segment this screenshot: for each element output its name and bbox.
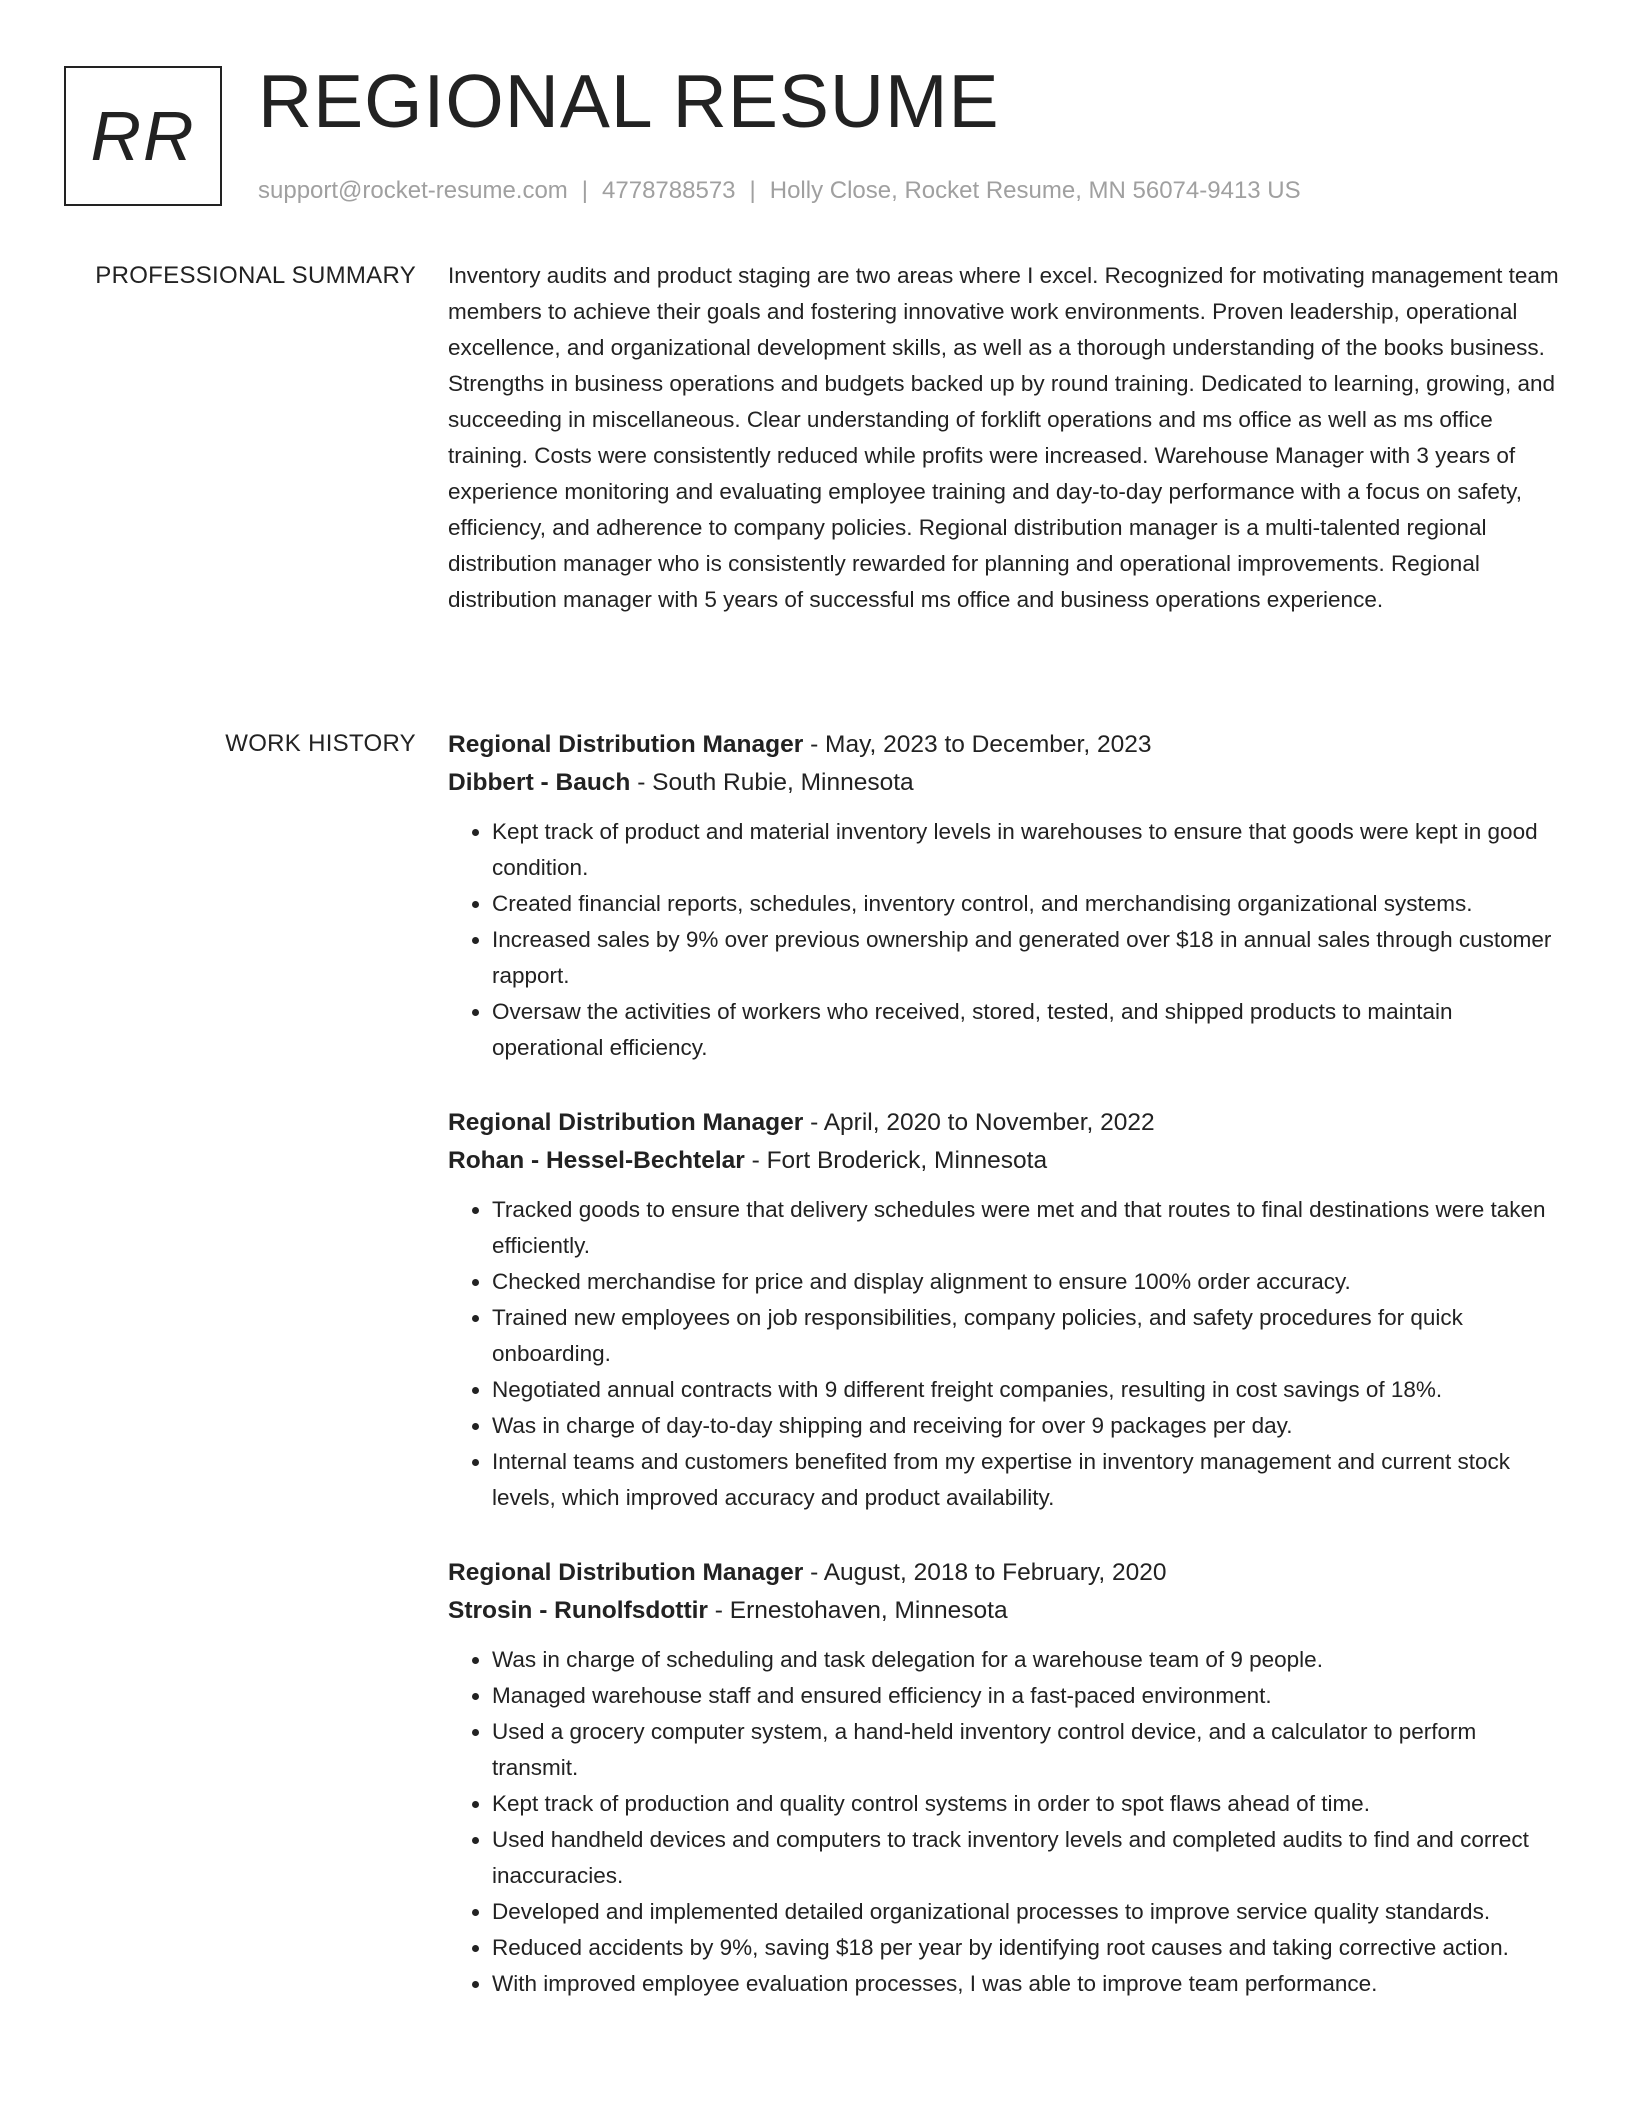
- job-company-line: [448, 764, 1568, 802]
- summary-heading: PROFESSIONAL SUMMARY: [95, 262, 416, 289]
- job-entry: [448, 726, 1568, 1066]
- job-location: - Ernestohaven, Minnesota: [707, 1597, 1008, 1624]
- job-dates: - August, 2018 to February, 2020: [803, 1559, 1167, 1586]
- job-bullet: • With improved employee evaluation processes, I was able to improve team performance.: [492, 1966, 1568, 2002]
- summary-body: [448, 258, 1568, 618]
- job-title-line: [448, 1554, 1568, 1592]
- job-dates: - April, 2020 to November, 2022: [803, 1109, 1155, 1136]
- job-bullet: • Managed warehouse staff and ensured efficiency in a fast-paced environment.: [492, 1678, 1568, 1714]
- job-bullet: • Internal teams and customers benefited from my expertise in inventory management and current stock levels, which improved accuracy and product availability.: [492, 1444, 1568, 1516]
- contact-separator: |: [749, 177, 756, 204]
- job-bullet-list: [448, 814, 1568, 1066]
- job-bullet-list: [448, 1642, 1568, 2002]
- job-title: Regional Distribution Manager: [448, 731, 804, 758]
- job-bullet: • Was in charge of scheduling and task delegation for a warehouse team of 9 people.: [492, 1642, 1568, 1678]
- job-bullet: • Oversaw the activities of workers who received, stored, tested, and shipped products to maintain operational efficiency.: [492, 994, 1568, 1066]
- job-entry: [448, 1554, 1568, 2002]
- work-history-body: [448, 726, 1568, 2040]
- job-bullet: • Was in charge of day-to-day shipping and receiving for over 9 packages per day.: [492, 1408, 1568, 1444]
- job-bullet: • Used handheld devices and computers to track inventory levels and completed audits to find and correct inaccuracies.: [492, 1822, 1568, 1894]
- job-bullet-list: [448, 1192, 1568, 1516]
- job-bullet: • Developed and implemented detailed organizational processes to improve service quality standards.: [492, 1894, 1568, 1930]
- job-company-line: [448, 1592, 1568, 1630]
- summary-text: Inventory audits and product staging are two areas where I excel. Recognized for motivating management team members to achieve their goals and fostering innovative work environments. Proven leadership, operational excellence, and organizational development skills, as well as a thorough understanding of the books business. Strengths in business operations and budgets backed up by round training. Dedicated to learning, growing, and succeeding in miscellaneous. Clear understanding of forklift operations and ms office as well as ms office training. Costs were consistently reduced while profits were increased. Warehouse Manager with 3 years of experience monitoring and evaluating employee training and day-to-day performance with a focus on safety, efficiency, and adherence to company policies. Regional distribution manager is a multi-talented regional distribution manager who is consistently rewarded for planning and operational improvements. Regional distribution manager with 5 years of successful ms office and business operations experience.: [448, 263, 1559, 612]
- contact-phone: 4778788573: [602, 177, 736, 204]
- job-company: Rohan - Hessel-Bechtelar: [448, 1147, 745, 1174]
- contact-email: support@rocket-resume.com: [258, 177, 568, 204]
- contact-line: [258, 174, 1301, 208]
- candidate-name: REGIONAL RESUME: [258, 59, 1000, 143]
- job-bullet: • Increased sales by 9% over previous ownership and generated over $18 in annual sales through customer rapport.: [492, 922, 1568, 994]
- job-company: Dibbert - Bauch: [448, 769, 631, 796]
- job-title: Regional Distribution Manager: [448, 1109, 804, 1136]
- job-company: Strosin - Runolfsdottir: [448, 1597, 708, 1624]
- job-bullet: • Negotiated annual contracts with 9 different freight companies, resulting in cost savings of 18%.: [492, 1372, 1568, 1408]
- job-title: Regional Distribution Manager: [448, 1559, 804, 1586]
- job-bullet: • Kept track of product and material inventory levels in warehouses to ensure that goods were kept in good condition.: [492, 814, 1568, 886]
- monogram-initials: RR: [90, 97, 196, 175]
- job-dates: - May, 2023 to December, 2023: [803, 731, 1152, 758]
- job-company-line: [448, 1142, 1568, 1180]
- job-bullet: • Trained new employees on job responsibilities, company policies, and safety procedures for quick onboarding.: [492, 1300, 1568, 1372]
- job-entry: [448, 1104, 1568, 1516]
- job-title-line: [448, 726, 1568, 764]
- job-bullet: • Created financial reports, schedules, inventory control, and merchandising organizational systems.: [492, 886, 1568, 922]
- job-bullet: • Used a grocery computer system, a hand-held inventory control device, and a calculator to perform transmit.: [492, 1714, 1568, 1786]
- contact-separator: |: [581, 177, 589, 204]
- contact-address: Holly Close, Rocket Resume, MN 56074-9413 US: [769, 177, 1301, 204]
- work-history-heading: WORK HISTORY: [225, 730, 416, 757]
- job-bullet: • Checked merchandise for price and display alignment to ensure 100% order accuracy.: [492, 1264, 1568, 1300]
- job-bullet: • Tracked goods to ensure that delivery schedules were met and that routes to final destinations were taken efficiently.: [492, 1192, 1568, 1264]
- job-bullet: • Kept track of production and quality control systems in order to spot flaws ahead of time.: [492, 1786, 1568, 1822]
- job-location: - South Rubie, Minnesota: [630, 769, 914, 796]
- job-bullet: • Reduced accidents by 9%, saving $18 per year by identifying root causes and taking corrective action.: [492, 1930, 1568, 1966]
- monogram-box: [64, 66, 222, 206]
- job-title-line: [448, 1104, 1568, 1142]
- job-location: - Fort Broderick, Minnesota: [744, 1147, 1048, 1174]
